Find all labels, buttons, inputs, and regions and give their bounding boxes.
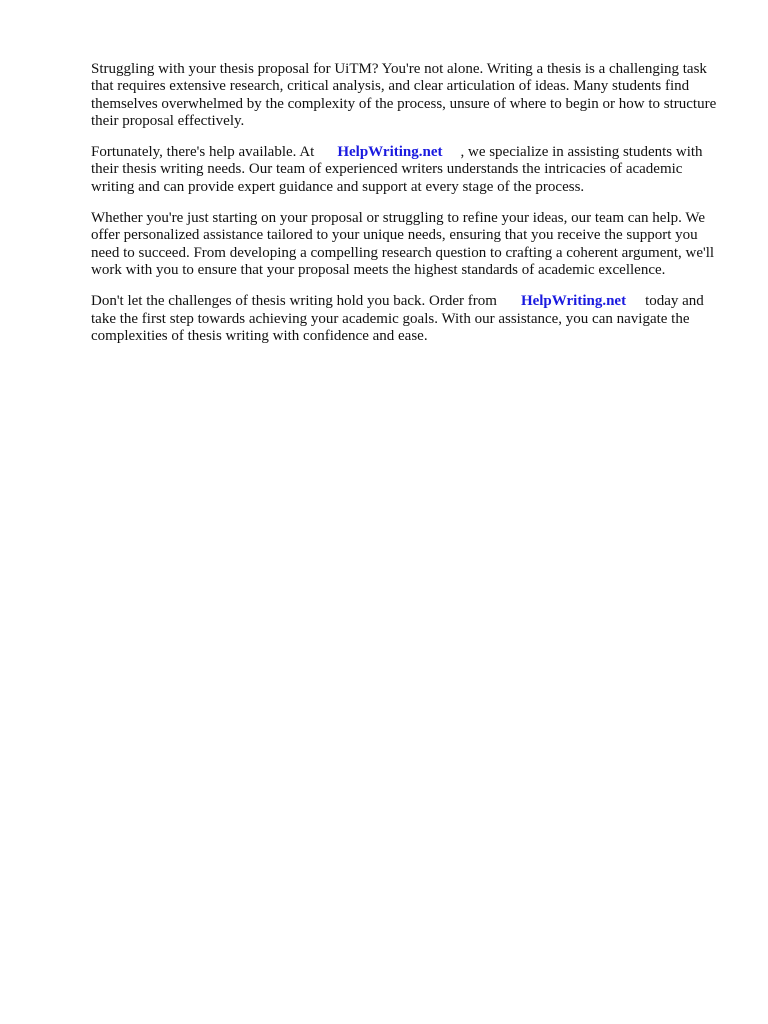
paragraph-help-available [91, 144, 721, 196]
paragraph-intro-text: Struggling with your thesis proposal for UiTM? You're not alone. Writing a thesis is a challenging task that requires extensive research, critical analysis, and clear articulation of ideas. Many students find themselves overwhelmed by the complexity of the process, unsure of where to begin or how to structure their proposal effectively. [91, 61, 717, 129]
paragraph-order-text-before: Don't let the challenges of thesis writing hold you back. Order from [91, 293, 497, 310]
paragraph-order-text-after: today and take the first step towards achieving your academic goals. With our assistance, you can navigate the complexities of thesis writing with confidence and ease. [91, 293, 704, 344]
paragraph-team-help [91, 210, 721, 279]
paragraph-order [91, 293, 721, 345]
paragraph-intro [91, 61, 721, 130]
helpwriting-link[interactable]: HelpWriting.net [337, 144, 443, 161]
paragraph-help-text-before: Fortunately, there's help available. At [91, 144, 315, 161]
document-body [91, 61, 721, 359]
paragraph-help-text-after: , we specialize in assisting students with their thesis writing needs. Our team of experienced writers understands the intricacies of academic writing and can provide expert guidance and support at every stage of the process. [91, 144, 703, 195]
helpwriting-order-link[interactable]: HelpWriting.net [520, 293, 627, 310]
paragraph-team-text: Whether you're just starting on your proposal or struggling to refine your ideas, our team can help. We offer personalized assistance tailored to your unique needs, ensuring that you receive the support you need to succeed. From developing a compelling research question to crafting a coherent argument, we'll work with you to ensure that your proposal meets the highest standards of academic excellence. [91, 210, 715, 278]
